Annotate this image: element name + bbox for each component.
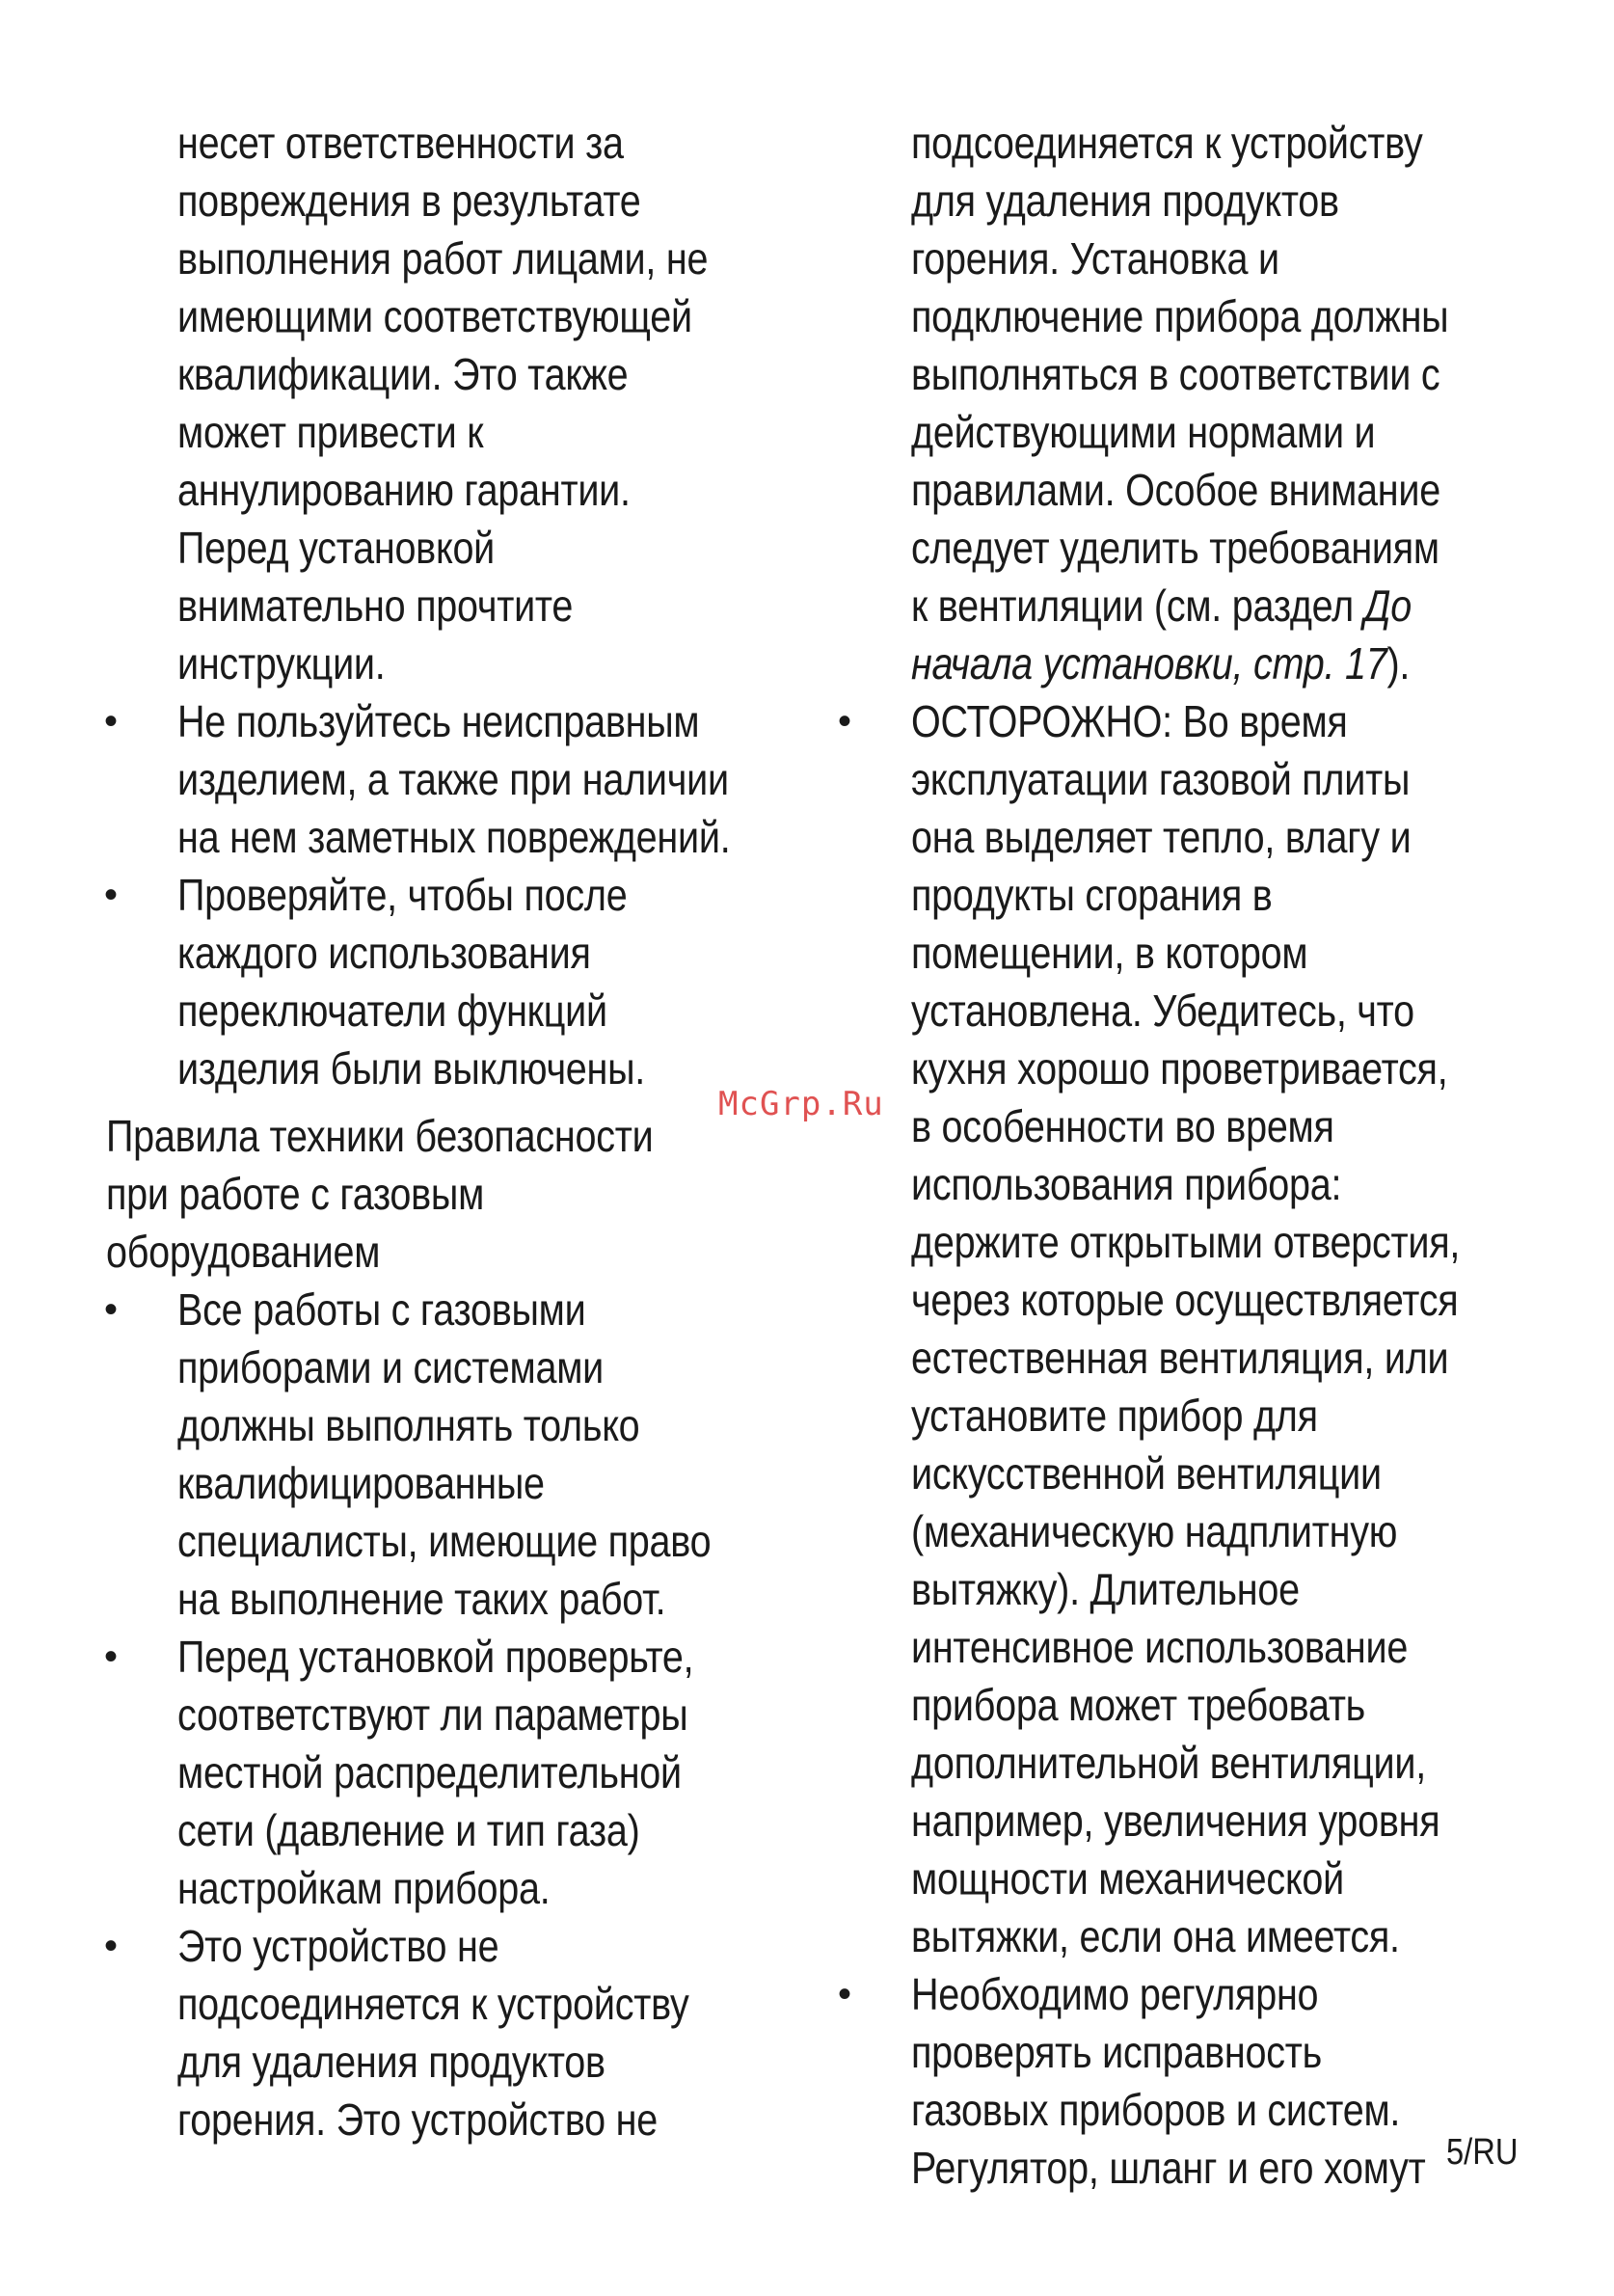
bullet-marker: • bbox=[104, 1635, 119, 1678]
bullet-marker: • bbox=[104, 1925, 119, 1967]
text-line: эксплуатации газовой плиты bbox=[911, 754, 1411, 804]
text-line: может привести к bbox=[177, 407, 484, 457]
text-line: сети (давление и тип газа) bbox=[177, 1805, 640, 1855]
text-line: газовых приборов и систем. bbox=[911, 2085, 1401, 2135]
text-line: квалификации. Это также bbox=[177, 349, 629, 399]
text-line: каждого использования bbox=[177, 928, 591, 978]
text-line: несет ответственности за bbox=[177, 118, 624, 168]
text-line: подключение прибора должны bbox=[911, 291, 1449, 341]
text-line: Перед установкой bbox=[177, 523, 496, 573]
text-line: помещении, в котором bbox=[911, 928, 1308, 978]
bullet-marker: • bbox=[104, 700, 119, 743]
text-line: на нем заметных повреждений. bbox=[177, 812, 731, 862]
text-line: подсоединяется к устройству bbox=[177, 1979, 689, 2029]
text-line: проверять исправность bbox=[911, 2027, 1322, 2077]
text-line-with-reference bbox=[911, 577, 1412, 635]
text-line: горения. Установка и bbox=[911, 233, 1279, 284]
text-line: кухня хорошо проветривается, bbox=[911, 1043, 1448, 1094]
text-line: внимательно прочтите bbox=[177, 581, 574, 631]
text-line: Все работы с газовыми bbox=[177, 1284, 586, 1335]
text-line: дополнительной вентиляции, bbox=[911, 1738, 1426, 1788]
text-line: естественная вентиляция, или bbox=[911, 1333, 1449, 1383]
text-line: настройкам прибора. bbox=[177, 1863, 551, 1913]
bullet-marker: • bbox=[104, 1288, 119, 1331]
text-line: Это устройство не bbox=[177, 1921, 499, 1971]
text-line: горения. Это устройство не bbox=[177, 2094, 658, 2145]
text-line: мощности механической bbox=[911, 1853, 1345, 1904]
text-line: вытяжки, если она имеется. bbox=[911, 1911, 1400, 1961]
text-line: Перед установкой проверьте, bbox=[177, 1632, 694, 1682]
text-line: приборами и системами bbox=[177, 1342, 604, 1392]
section-reference-italic: До bbox=[1363, 581, 1412, 631]
text-line: инструкции. bbox=[177, 638, 386, 689]
text-line: для удаления продуктов bbox=[911, 176, 1339, 226]
bullet-marker: • bbox=[838, 1973, 852, 2015]
text-line: Проверяйте, чтобы после bbox=[177, 870, 628, 920]
text-line: действующими нормами и bbox=[911, 407, 1376, 457]
text-fragment: к вентиляции (см. раздел bbox=[911, 581, 1364, 631]
section-heading-line: оборудованием bbox=[106, 1227, 381, 1277]
text-line: изделием, а также при наличии bbox=[177, 754, 729, 804]
text-line: выполнения работ лицами, не bbox=[177, 233, 709, 284]
text-line: Не пользуйтесь неисправным bbox=[177, 696, 700, 746]
text-line: например, увеличения уровня bbox=[911, 1796, 1440, 1846]
text-line: продукты сгорания в bbox=[911, 870, 1273, 920]
bullet-marker: • bbox=[104, 874, 119, 916]
section-heading-line: Правила техники безопасности bbox=[106, 1111, 654, 1161]
text-line-with-reference bbox=[911, 635, 1410, 692]
text-line: Регулятор, шланг и его хомут bbox=[911, 2143, 1426, 2193]
text-line: аннулированию гарантии. bbox=[177, 465, 631, 515]
text-line: выполняться в соответствии с bbox=[911, 349, 1440, 399]
text-line: использования прибора: bbox=[911, 1159, 1342, 1209]
text-line: интенсивное использование bbox=[911, 1622, 1409, 1672]
text-line: в особенности во время bbox=[911, 1101, 1334, 1151]
text-line: местной распределительной bbox=[177, 1747, 682, 1797]
text-line: она выделяет тепло, влагу и bbox=[911, 812, 1412, 862]
text-line: имеющими соответствующей bbox=[177, 291, 692, 341]
text-line: должны выполнять только bbox=[177, 1400, 640, 1450]
text-line: для удаления продуктов bbox=[177, 2037, 605, 2087]
text-line: установите прибор для bbox=[911, 1391, 1318, 1441]
text-line: повреждения в результате bbox=[177, 176, 641, 226]
section-heading-line: при работе с газовым bbox=[106, 1169, 485, 1219]
text-line: вытяжку). Длительное bbox=[911, 1564, 1300, 1614]
text-line: (механическую надплитную bbox=[911, 1506, 1398, 1556]
text-line: правилами. Особое внимание bbox=[911, 465, 1440, 515]
text-line: квалифицированные bbox=[177, 1458, 545, 1508]
text-line: специалисты, имеющие право bbox=[177, 1516, 712, 1566]
page-number: 5/RU bbox=[1446, 2132, 1519, 2173]
text-fragment: ). bbox=[1386, 638, 1411, 689]
text-line: на выполнение таких работ. bbox=[177, 1574, 666, 1624]
text-line: установлена. Убедитесь, что bbox=[911, 986, 1414, 1036]
text-line: искусственной вентиляции bbox=[911, 1448, 1382, 1499]
text-line: держите открытыми отверстия, bbox=[911, 1217, 1461, 1267]
text-line: Необходимо регулярно bbox=[911, 1969, 1319, 2019]
bullet-marker: • bbox=[838, 700, 852, 743]
text-line: прибора может требовать bbox=[911, 1680, 1366, 1730]
text-line: соответствуют ли параметры bbox=[177, 1689, 688, 1740]
text-line: подсоединяется к устройству bbox=[911, 118, 1423, 168]
text-line: через которые осуществляется bbox=[911, 1275, 1459, 1325]
section-reference-italic: начала установки, стр. 17 bbox=[911, 638, 1387, 689]
text-line: переключатели функций bbox=[177, 986, 607, 1036]
text-line: изделия были выключены. bbox=[177, 1043, 646, 1094]
text-line: ОСТОРОЖНО: Во время bbox=[911, 696, 1348, 746]
text-line: следует уделить требованиям bbox=[911, 523, 1439, 573]
watermark: McGrp.Ru bbox=[718, 1085, 884, 1123]
